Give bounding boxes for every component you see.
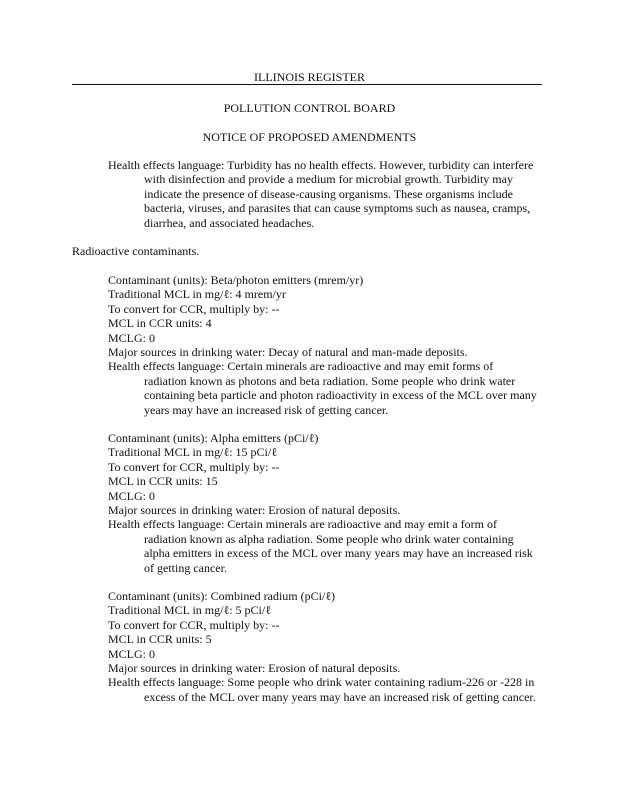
contaminant-name: Contaminant (units): Alpha emitters (pCi/ℓ) <box>108 431 319 445</box>
text-line: diarrhea, and associated headaches. <box>144 215 315 230</box>
mcl-ccr-units: MCL in CCR units: 4 <box>108 316 212 331</box>
mclg: MCLG: 0 <box>108 330 156 345</box>
major-sources: Major sources in drinking water: Decay of natural and man-made deposits. <box>108 345 468 360</box>
health-effects-line: Health effects language: Certain minerals are radioactive and may emit a form of <box>108 517 497 532</box>
mcl-ccr-units: MCL in CCR units: 5 <box>108 632 212 647</box>
health-effects-line: containing beta particle and photon radioactivity in excess of the MCL over many <box>144 388 537 403</box>
traditional-mcl: Traditional MCL in mg/ℓ: 15 pCi/ℓ <box>108 445 277 460</box>
major-sources: Major sources in drinking water: Erosion of natural deposits. <box>108 661 401 676</box>
contaminant-block-radium <box>108 589 536 704</box>
convert-factor: To convert for CCR, multiply by: -- <box>108 301 280 316</box>
health-effects-line: Health effects language: Certain minerals are radioactive and may emit forms of <box>108 359 494 374</box>
mclg: MCLG: 0 <box>108 646 156 661</box>
convert-factor: To convert for CCR, multiply by: -- <box>108 459 280 474</box>
major-sources: Major sources in drinking water: Erosion of natural deposits. <box>108 503 401 518</box>
contaminant-block-alpha <box>108 431 533 575</box>
traditional-mcl: Traditional MCL in mg/ℓ: 4 mrem/yr <box>108 287 286 302</box>
agency-title: POLLUTION CONTROL BOARD <box>223 101 396 115</box>
mclg: MCLG: 0 <box>108 488 156 503</box>
text-line: bacteria, viruses, and parasites that can cause symptoms such as nausea, cramps, <box>144 201 531 216</box>
health-effects-line: radiation known as alpha radiation. Some people who drink water containing <box>144 531 514 546</box>
turbidity-health-effects <box>108 158 533 230</box>
health-effects-line: of getting cancer. <box>144 560 227 575</box>
contaminant-block-beta-photon <box>108 273 537 417</box>
section-heading: Radioactive contaminants. <box>72 244 200 258</box>
health-effects-line: Health effects language: Some people who drink water containing radium-226 or -228 in <box>108 675 535 690</box>
traditional-mcl: Traditional MCL in mg/ℓ: 5 pCi/ℓ <box>108 603 271 618</box>
text-line: indicate the presence of disease-causing organisms. These organisms include <box>144 186 513 201</box>
health-effects-line: years may have an increased risk of getting cancer. <box>144 402 389 417</box>
health-effects-line: alpha emitters in excess of the MCL over many years may have an increased risk <box>144 546 533 561</box>
contaminant-name: Contaminant (units): Beta/photon emitters (mrem/yr) <box>108 273 364 287</box>
register-title: ILLINOIS REGISTER <box>254 70 365 84</box>
convert-factor: To convert for CCR, multiply by: -- <box>108 617 280 632</box>
notice-title: NOTICE OF PROPOSED AMENDMENTS <box>202 130 417 144</box>
text-line: Health effects language: Turbidity has no health effects. However, turbidity can interfere <box>108 158 534 172</box>
health-effects-line: excess of the MCL over many years may have an increased risk of getting cancer. <box>144 689 536 704</box>
contaminant-name: Contaminant (units): Combined radium (pCi/ℓ) <box>108 589 336 603</box>
mcl-ccr-units: MCL in CCR units: 15 <box>108 474 218 489</box>
header-rule <box>72 84 542 85</box>
text-line: with disinfection and provide a medium for microbial growth. Turbidity may <box>144 172 513 187</box>
health-effects-line: radiation known as photons and beta radiation. Some people who drink water <box>144 373 516 388</box>
